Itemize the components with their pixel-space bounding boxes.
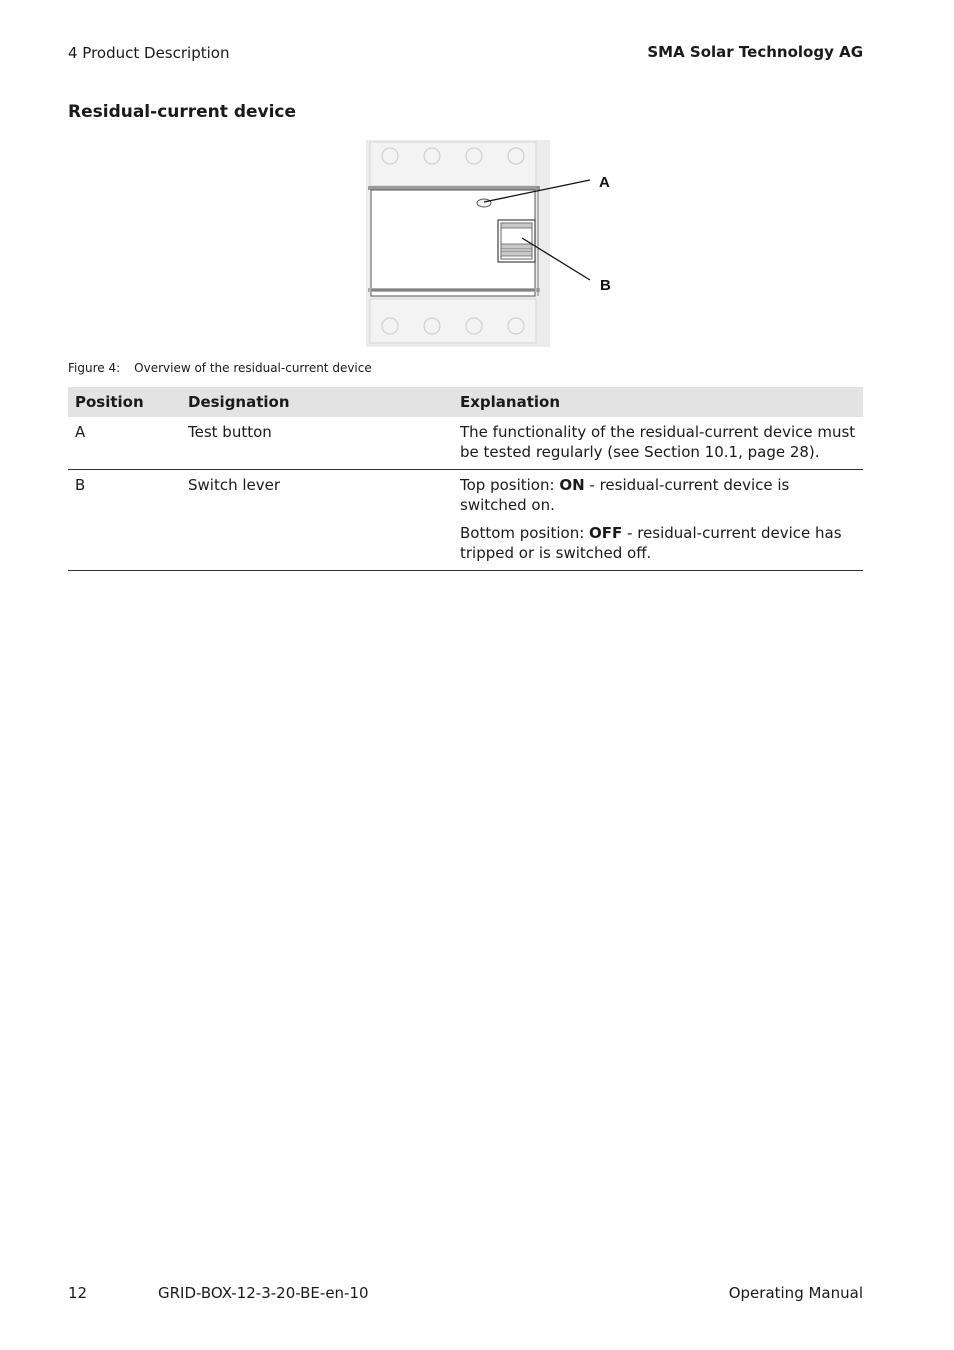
figure-caption bbox=[68, 361, 372, 375]
cell-explanation: The functionality of the residual-current device must be tested regularly (see Section 10.1, page 28). bbox=[453, 417, 863, 470]
table-header-row bbox=[68, 387, 863, 417]
section-title: Residual-current device bbox=[68, 102, 297, 122]
test-button-shape bbox=[477, 199, 491, 207]
header-designation: Designation bbox=[181, 387, 453, 417]
caption-label: Figure 4: bbox=[68, 361, 121, 375]
panel-top-rail bbox=[368, 186, 540, 190]
table-row bbox=[68, 470, 863, 571]
text-prefix: Bottom position: bbox=[460, 524, 590, 542]
cell-position: B bbox=[68, 470, 181, 571]
callout-label-a: A bbox=[599, 174, 610, 191]
text-suffix: - residual-current device is switched on. bbox=[460, 476, 790, 514]
explanation-bottom-position bbox=[460, 523, 856, 563]
cell-explanation bbox=[453, 470, 863, 571]
cell-designation: Switch lever bbox=[181, 470, 453, 571]
explanation-top-position bbox=[460, 475, 856, 515]
cell-position: A bbox=[68, 417, 181, 470]
header-position: Position bbox=[68, 387, 181, 417]
footer-manual-type: Operating Manual bbox=[728, 1284, 863, 1302]
caption-text: Overview of the residual-current device bbox=[134, 361, 372, 375]
text-bold-state: ON bbox=[559, 476, 585, 494]
text-bold-state: OFF bbox=[589, 524, 623, 542]
terminal-block-top bbox=[370, 142, 536, 186]
header-explanation: Explanation bbox=[453, 387, 863, 417]
footer-page-number: 12 bbox=[68, 1284, 88, 1302]
footer-document-id: GRID-BOX-12-3-20-BE-en-10 bbox=[158, 1284, 369, 1302]
text-suffix: - residual-current device has tripped or is switched off. bbox=[460, 524, 842, 562]
header-chapter: 4 Product Description bbox=[68, 44, 230, 62]
terminal-block-bottom bbox=[370, 299, 536, 343]
cell-designation: Test button bbox=[181, 417, 453, 470]
rcd-illustration bbox=[360, 134, 620, 354]
table-row bbox=[68, 417, 863, 470]
callout-label-b: B bbox=[600, 277, 611, 294]
header-company: SMA Solar Technology AG bbox=[647, 43, 863, 61]
legend-table bbox=[68, 387, 863, 571]
rcd-figure bbox=[360, 134, 620, 354]
switch-lever-handle bbox=[501, 244, 532, 249]
text-prefix: Top position: bbox=[460, 476, 560, 494]
